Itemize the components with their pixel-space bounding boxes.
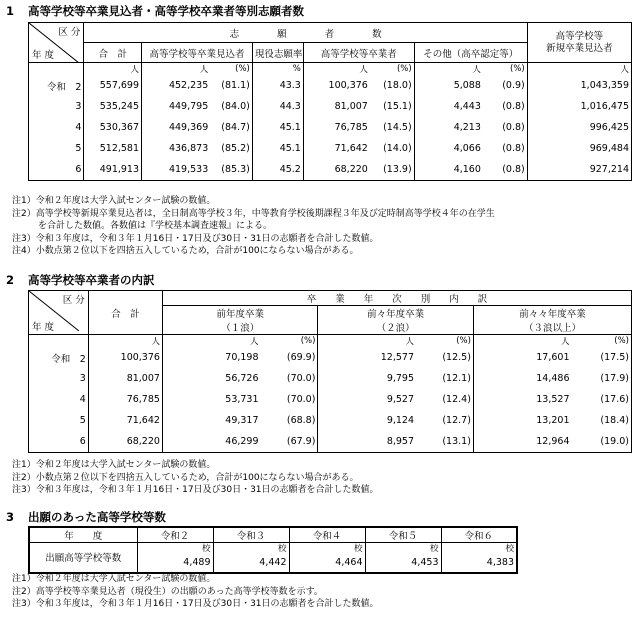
table-3-value: 4,464 [335, 557, 363, 568]
table-3-year: 令和５ [365, 527, 441, 543]
note: 注3）令和３年度は，令和３年１月16日・17日及び30日・31日の志願者を合計した数値。 [12, 485, 379, 495]
cell-rate: 43.3 [252, 75, 303, 96]
note: を合計した数値。各数値は『学校基本調査速報』による。 [38, 221, 273, 231]
cell-other: 4,443 [414, 96, 483, 117]
table-1-corner [29, 23, 84, 63]
cell-rate: 45.1 [252, 117, 303, 138]
table-1-unit: 人 [142, 63, 211, 76]
cell-3ronin-pct: (18.4) [572, 410, 632, 431]
cell-new-grad: 996,425 [527, 117, 631, 138]
cell-grad-pct: (18.0) [370, 75, 414, 96]
cell-3ronin-pct: (19.0) [572, 431, 632, 452]
cell-expected-pct: (85.2) [210, 138, 252, 159]
cell-other: 4,213 [414, 117, 483, 138]
table-2-sub-header-3: 前々々年度卒業 [473, 306, 631, 321]
cell-1ronin-pct: (67.9) [261, 431, 318, 452]
cell-2ronin: 8,957 [318, 431, 416, 452]
cell-rate: 45.2 [252, 159, 303, 180]
table-2-unit: (%) [416, 335, 473, 348]
section-2-title [6, 272, 155, 288]
table-3 [28, 526, 518, 574]
cell-total: 512,581 [84, 138, 142, 159]
row-year: 3 [29, 96, 84, 117]
table-3-unit: 校 [353, 544, 363, 554]
cell-2ronin: 9,124 [318, 410, 416, 431]
section-1-notes [12, 195, 495, 258]
cell-total: 81,007 [88, 368, 162, 389]
cell-1ronin: 53,731 [162, 389, 260, 410]
cell-expected: 449,795 [142, 96, 211, 117]
table-row [29, 117, 632, 138]
cell-total: 530,367 [84, 117, 142, 138]
row-year: 令和 2 [29, 347, 89, 368]
table-3-year: 令和２ [137, 527, 213, 543]
table-1-col-grad: 高等学校等卒業者 [303, 43, 414, 63]
table-3-row-label: 出願高等学校等数 [29, 543, 137, 573]
section-2-number: 2 [6, 273, 15, 287]
cell-3ronin: 17,601 [473, 347, 571, 368]
cell-other-pct: (0.8) [483, 138, 527, 159]
cell-other: 4,066 [414, 138, 483, 159]
table-3-year-header: 年 度 [29, 527, 137, 543]
table-1-unit: 人 [84, 63, 142, 76]
row-year: 5 [29, 410, 89, 431]
table-3-cell [137, 543, 213, 573]
table-1-unit: (%) [210, 63, 252, 76]
note: 注1）令和２年度は大学入試センター試験の数値。 [12, 574, 216, 584]
cell-2ronin: 9,795 [318, 368, 416, 389]
row-year: 5 [29, 138, 84, 159]
table-2-corner-bottom: 年 度 [32, 322, 55, 333]
cell-1ronin: 49,317 [162, 410, 260, 431]
cell-expected: 419,533 [142, 159, 211, 180]
cell-expected: 436,873 [142, 138, 211, 159]
cell-new-grad: 969,484 [527, 138, 631, 159]
row-year: 令和 2 [29, 75, 84, 96]
note: 注1）令和２年度は大学入試センター試験の数値。 [12, 460, 216, 470]
cell-3ronin-pct: (17.6) [572, 389, 632, 410]
cell-other: 5,088 [414, 75, 483, 96]
cell-2ronin-pct: (13.1) [416, 431, 473, 452]
table-2-unit: 人 [318, 335, 416, 348]
table-1-unit: % [252, 63, 303, 76]
cell-other-pct: (0.8) [483, 159, 527, 180]
cell-rate: 45.1 [252, 138, 303, 159]
cell-1ronin-pct: (68.8) [261, 410, 318, 431]
cell-3ronin-pct: (17.9) [572, 368, 632, 389]
section-1-title-text: 高等学校等卒業見込者・高等学校卒業者等別志願者数 [28, 4, 304, 18]
table-1-unit: 人 [414, 63, 483, 76]
cell-other-pct: (0.9) [483, 75, 527, 96]
cell-3ronin-pct: (17.5) [572, 347, 632, 368]
table-1-new-grad-header: 高等学校等 新規卒業見込者 [527, 23, 631, 63]
cell-3ronin: 13,527 [473, 389, 571, 410]
note: 注1）令和２年度は大学入試センター試験の数値。 [12, 196, 216, 206]
table-row [29, 159, 632, 180]
table-2 [28, 290, 632, 453]
cell-other: 4,160 [414, 159, 483, 180]
table-1 [28, 22, 632, 181]
table-3-year: 令和４ [289, 527, 365, 543]
cell-total: 491,913 [84, 159, 142, 180]
cell-rate: 44.3 [252, 96, 303, 117]
row-year: 4 [29, 117, 84, 138]
cell-total: 535,245 [84, 96, 142, 117]
note: 注2）小数点第２位以下を四捨五入しているため，合計が100にならない場合がある。 [12, 472, 359, 483]
table-2-corner-top: 区 分 [62, 295, 85, 306]
cell-other-pct: (0.8) [483, 96, 527, 117]
table-row [29, 410, 632, 431]
cell-1ronin-pct: (70.0) [261, 389, 318, 410]
cell-expected-pct: (85.3) [210, 159, 252, 180]
cell-new-grad: 927,214 [527, 159, 631, 180]
cell-3ronin: 14,486 [473, 368, 571, 389]
cell-grad-pct: (13.9) [370, 159, 414, 180]
table-row [29, 389, 632, 410]
table-1-unit: 人 [303, 63, 370, 76]
table-3-unit: 校 [277, 544, 287, 554]
cell-total: 100,376 [88, 347, 162, 368]
cell-3ronin: 13,201 [473, 410, 571, 431]
note: 注2）高等学校等卒業見込者（現役生）の出願のあった高等学校等数を示す。 [12, 586, 323, 597]
table-1-unit: (%) [370, 63, 414, 76]
section-3-title [6, 509, 166, 525]
note: 注4）小数点第２位以下を四捨五入しているため，合計が100にならない場合がある。 [12, 246, 359, 256]
table-1-col-total: 合 計 [84, 43, 142, 63]
cell-grad: 68,220 [303, 159, 370, 180]
table-2-group-header: 卒 業 年 次 別 内 訳 [162, 291, 631, 306]
table-row [29, 75, 632, 96]
table-1-corner-top: 区 分 [58, 27, 81, 38]
cell-1ronin: 70,198 [162, 347, 260, 368]
cell-expected-pct: (81.1) [210, 75, 252, 96]
table-2-unit: (%) [261, 335, 318, 348]
table-3-value: 4,489 [183, 557, 211, 568]
cell-2ronin: 12,577 [318, 347, 416, 368]
table-row [29, 347, 632, 368]
note: 注3）令和３年度は，令和３年１月16日・17日及び30日・31日の志願者を合計した数値。 [12, 599, 379, 609]
table-1-corner-bottom: 年 度 [32, 50, 55, 61]
section-3-number: 3 [6, 510, 15, 524]
cell-grad: 81,007 [303, 96, 370, 117]
cell-3ronin: 12,964 [473, 431, 571, 452]
table-1-col-rate: 現役志願率 [252, 43, 303, 63]
table-row [29, 138, 632, 159]
cell-2ronin: 9,527 [318, 389, 416, 410]
table-row [29, 368, 632, 389]
cell-total: 68,220 [88, 431, 162, 452]
table-1-group-header: 志 願 者 数 [84, 23, 527, 43]
table-row [29, 96, 632, 117]
cell-new-grad: 1,016,475 [527, 96, 631, 117]
table-3-cell [365, 543, 441, 573]
table-2-corner [29, 291, 89, 335]
table-3-unit: 校 [429, 544, 439, 554]
table-3-value: 4,442 [259, 557, 287, 568]
table-3-unit: 校 [201, 544, 211, 554]
table-1-col-other: その他（高卒認定等） [414, 43, 527, 63]
table-2-unit: 人 [473, 335, 571, 348]
cell-grad: 100,376 [303, 75, 370, 96]
table-1-unit: (%) [483, 63, 527, 76]
table-1-col-expected: 高等学校等卒業見込者 [142, 43, 253, 63]
table-2-sub-header-3-note: （３浪以上） [473, 320, 631, 335]
cell-expected-pct: (84.7) [210, 117, 252, 138]
table-2-sub-header-1-note: （１浪） [162, 320, 317, 335]
row-year: 4 [29, 389, 89, 410]
cell-grad: 76,785 [303, 117, 370, 138]
row-year: 6 [29, 159, 84, 180]
table-3-cell [289, 543, 365, 573]
section-1-title [6, 3, 304, 19]
cell-2ronin-pct: (12.4) [416, 389, 473, 410]
table-2-unit: 人 [162, 335, 260, 348]
row-year: 6 [29, 431, 89, 452]
cell-expected-pct: (84.0) [210, 96, 252, 117]
cell-total: 76,785 [88, 389, 162, 410]
table-2-col-total: 合 計 [88, 291, 162, 335]
cell-grad-pct: (15.1) [370, 96, 414, 117]
cell-total: 71,642 [88, 410, 162, 431]
table-2-sub-header-2: 前々年度卒業 [318, 306, 473, 321]
table-2-unit: (%) [572, 335, 632, 348]
cell-2ronin-pct: (12.1) [416, 368, 473, 389]
note: 注3）令和３年度は，令和３年１月16日・17日及び30日・31日の志願者を合計した数値。 [12, 233, 379, 244]
cell-1ronin: 56,726 [162, 368, 260, 389]
table-3-year: 令和６ [441, 527, 517, 543]
cell-2ronin-pct: (12.5) [416, 347, 473, 368]
cell-grad-pct: (14.5) [370, 117, 414, 138]
table-3-cell [213, 543, 289, 573]
cell-total: 557,699 [84, 75, 142, 96]
cell-expected: 452,235 [142, 75, 211, 96]
table-row [29, 431, 632, 452]
table-1-unit: 人 [527, 63, 631, 76]
table-3-year: 令和３ [213, 527, 289, 543]
cell-grad: 71,642 [303, 138, 370, 159]
cell-2ronin-pct: (12.7) [416, 410, 473, 431]
section-1-number: 1 [6, 4, 15, 18]
row-year: 3 [29, 368, 89, 389]
table-2-sub-header-1: 前年度卒業 [162, 306, 317, 321]
section-2-notes [12, 459, 379, 497]
cell-expected: 449,369 [142, 117, 211, 138]
table-2-sub-header-2-note: （２浪） [318, 320, 473, 335]
section-3-title-text: 出願のあった高等学校等数 [28, 510, 166, 524]
table-3-value: 4,453 [411, 557, 439, 568]
section-3-notes [12, 573, 379, 611]
cell-1ronin-pct: (70.0) [261, 368, 318, 389]
table-3-unit: 校 [505, 544, 514, 554]
table-3-cell [441, 543, 517, 573]
table-2-unit: 人 [88, 335, 162, 348]
cell-1ronin: 46,299 [162, 431, 260, 452]
cell-grad-pct: (14.0) [370, 138, 414, 159]
cell-1ronin-pct: (69.9) [261, 347, 318, 368]
cell-new-grad: 1,043,359 [527, 75, 631, 96]
note: 注2）高等学校等新規卒業見込者は，全日制高等学校３年，中等教育学校後期課程３年及び定時制高等学校４年の在学生 [12, 208, 495, 219]
section-2-title-text: 高等学校等卒業者の内訳 [28, 273, 155, 287]
cell-other-pct: (0.8) [483, 117, 527, 138]
table-3-value: 4,383 [486, 557, 514, 568]
